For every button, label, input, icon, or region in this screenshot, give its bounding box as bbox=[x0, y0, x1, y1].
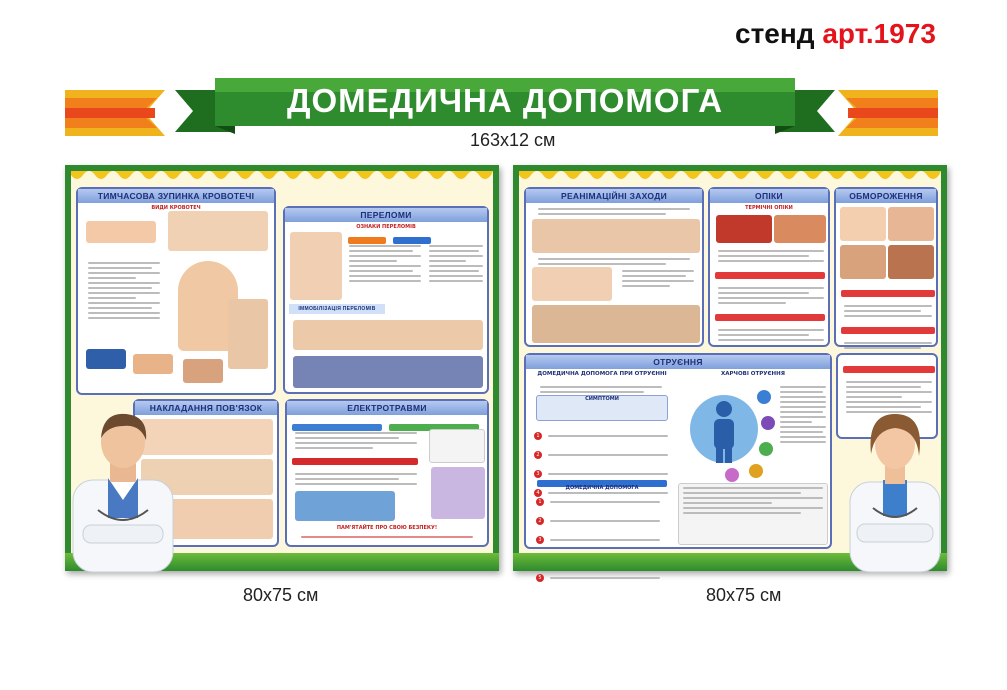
fractures-title: ПЕРЕЛОМИ bbox=[285, 208, 487, 222]
burn-illustration-1 bbox=[716, 215, 772, 243]
hand-illustration-2 bbox=[888, 207, 934, 241]
hand-illustration-4 bbox=[888, 245, 934, 279]
bleeding-panel bbox=[76, 187, 276, 395]
first-aid-subtitle: ДОМЕДИЧНА ДОПОМОГА bbox=[565, 485, 639, 491]
burn-illustration-2 bbox=[774, 215, 826, 243]
electro-injury-illustration bbox=[431, 467, 485, 519]
wave-border bbox=[519, 171, 941, 183]
burns-panel bbox=[708, 187, 830, 347]
fracture-illustration bbox=[290, 232, 342, 300]
hand-illustration-1 bbox=[840, 207, 886, 241]
poisoning-panel: ОТРУЄННЯ ДОМЕДИЧНА ДОПОМОГА ПРИ ОТРУЄННІ СИМПТОМИ 1 2 3 4 ДОМЕДИЧНА ДОПОМОГА 1 2 3 5 ХАРЧОВІ ОТРУЄННЯ bbox=[524, 353, 832, 549]
tourniquet-illustration-1 bbox=[86, 349, 126, 369]
burns-subtitle: ТЕРМІЧНІ ОПІКИ bbox=[745, 205, 793, 211]
electro-panel bbox=[285, 399, 489, 547]
wave-border bbox=[71, 171, 493, 183]
body-circle-diagram bbox=[676, 379, 776, 479]
total-size-label: 163x12 см bbox=[470, 130, 556, 150]
immobilization-illustration-2 bbox=[293, 356, 483, 388]
resuscitation-panel bbox=[524, 187, 704, 347]
food-poisoning-title: ХАРЧОВІ ОТРУЄННЯ bbox=[721, 371, 785, 377]
arm-pressure-illustration bbox=[168, 211, 268, 251]
electro-info-box bbox=[429, 429, 485, 463]
electro-title: ЕЛЕКТРОТРАВМИ bbox=[287, 401, 487, 415]
leg-illustration bbox=[228, 299, 268, 369]
burns-title: ОПІКИ bbox=[710, 189, 828, 203]
ambulance-info-box bbox=[678, 483, 828, 545]
fainting-panel bbox=[834, 187, 938, 347]
bandages-title: НАКЛАДАННЯ ПОВ'ЯЗОК bbox=[135, 401, 277, 415]
poisoning-title: ОТРУЄННЯ bbox=[526, 355, 830, 369]
left-arrow-decoration bbox=[65, 90, 165, 136]
tourniquet-illustration-3 bbox=[183, 359, 223, 383]
left-board-size: 80x75 см bbox=[243, 585, 319, 605]
poisoning-left-title: ДОМЕДИЧНА ДОПОМОГА ПРИ ОТРУЄННІ bbox=[537, 371, 667, 377]
tourniquet-illustration-2 bbox=[133, 354, 173, 374]
immobilization-illustration-1 bbox=[293, 320, 483, 350]
cpr-illustration-1 bbox=[532, 219, 700, 253]
article-number: арт.1973 bbox=[822, 18, 936, 49]
fractures-subtitle: ОЗНАКИ ПЕРЕЛОМІВ bbox=[356, 224, 416, 230]
female-doctor-illustration bbox=[845, 400, 945, 572]
electro-rescue-illustration bbox=[295, 491, 395, 521]
cpr-illustration-3 bbox=[532, 305, 700, 343]
male-doctor-illustration bbox=[68, 400, 178, 572]
page-title: ДОМЕДИЧНА ДОПОМОГА bbox=[286, 82, 724, 119]
fractures-panel bbox=[283, 206, 489, 394]
symptoms-box bbox=[536, 395, 668, 421]
immobilization-title: ІММОБІЛІЗАЦІЯ ПЕРЕЛОМІВ bbox=[289, 304, 385, 314]
resuscitation-title: РЕАНІМАЦІЙНІ ЗАХОДИ bbox=[526, 189, 702, 203]
electro-footer: ПАМ'ЯТАЙТЕ ПРО СВОЮ БЕЗПЕКУ! bbox=[336, 525, 438, 531]
arm-illustration bbox=[86, 221, 156, 243]
bleeding-subtitle: ВИДИ КРОВОТЕЧ bbox=[151, 205, 201, 211]
article-prefix: стенд bbox=[735, 18, 823, 49]
bleeding-text bbox=[84, 259, 164, 322]
hand-illustration-3 bbox=[840, 245, 886, 279]
cpr-illustration-2 bbox=[532, 267, 612, 301]
article-label bbox=[735, 18, 936, 50]
symptoms-title: СИМПТОМИ bbox=[585, 396, 619, 402]
right-board-size: 80x75 см bbox=[706, 585, 782, 605]
bleeding-title: ТИМЧАСОВА ЗУПИНКА КРОВОТЕЧІ bbox=[78, 189, 274, 203]
fainting-title: ОБМОРОЖЕННЯ bbox=[836, 189, 936, 203]
right-arrow-decoration bbox=[838, 90, 938, 136]
